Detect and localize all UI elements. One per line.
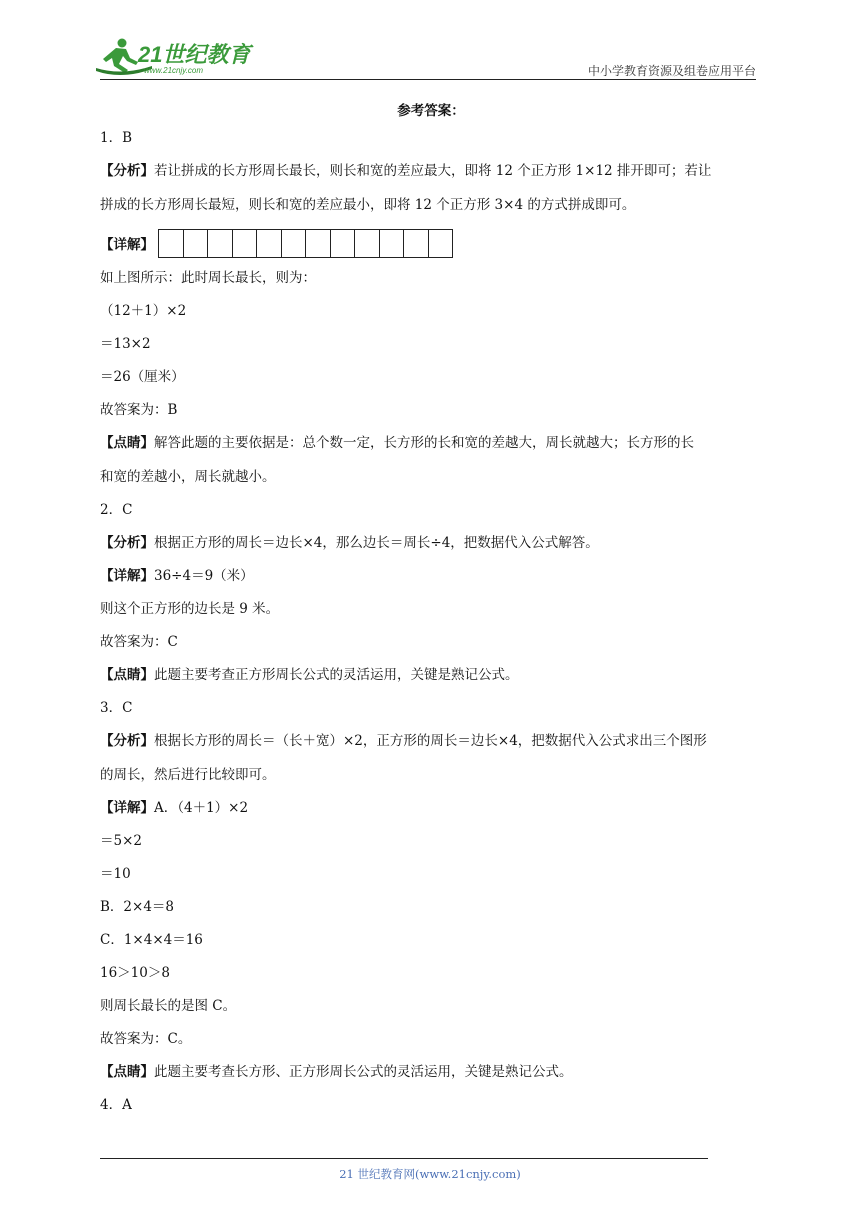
q2-number: 2．C — [100, 502, 133, 518]
q3-analysis-label: 【分析】 — [100, 733, 154, 749]
q2-analysis — [100, 533, 762, 553]
q3-line3: B．2×4＝8 — [100, 899, 174, 915]
q3-number: 3．C — [100, 700, 133, 716]
q2-analysis-text: 根据正方形的周长＝边长×4，那么边长＝周长÷4，把数据代入公式解答。 — [154, 535, 599, 551]
logo-text: 21世纪教育 — [138, 42, 251, 67]
answer-content — [100, 100, 762, 1128]
q1-comment — [100, 433, 762, 487]
header-divider — [100, 79, 756, 80]
q3-detail-label: 【详解】 — [100, 800, 154, 816]
q1-answer: 故答案为：B — [100, 402, 178, 418]
q3-line5: 16＞10＞8 — [100, 965, 170, 981]
q1-comment-label: 【点睛】 — [100, 435, 154, 451]
grid-square — [159, 230, 184, 257]
q1-comment-line2: 和宽的差越小，周长就越小。 — [100, 469, 276, 485]
q2-answer: 故答案为：C — [100, 634, 178, 650]
grid-square — [429, 230, 454, 257]
q3-analysis — [100, 731, 762, 785]
q2-comment — [100, 665, 762, 685]
grid-square — [355, 230, 380, 257]
grid-square — [282, 230, 307, 257]
q3-comment — [100, 1062, 762, 1082]
grid-square — [208, 230, 233, 257]
q1-line2: （12＋1）×2 — [100, 303, 187, 319]
q3-line2: ＝10 — [100, 866, 131, 882]
q1-comment-line1: 解答此题的主要依据是：总个数一定，长方形的长和宽的差越大，周长就越大；长方形的长 — [154, 435, 694, 451]
q3-line4: C．1×4×4＝16 — [100, 932, 203, 948]
grid-square — [306, 230, 331, 257]
q2-detail-text: 36÷4＝9（米） — [154, 568, 254, 584]
q1-analysis — [100, 161, 762, 215]
q3-line1: ＝5×2 — [100, 833, 142, 849]
q3-detail-text: A．（4＋1）×2 — [154, 800, 249, 816]
q3-answer: 故答案为：C。 — [100, 1031, 192, 1047]
q1-line4: ＝26（厘米） — [100, 369, 185, 385]
q1-analysis-line2: 拼成的长方形周长最短，则长和宽的差应最小，即将 12 个正方形 3×4 的方式拼成即可。 — [100, 197, 636, 213]
q3-detail — [100, 798, 762, 818]
logo-url-text: www.21cnjy.com — [144, 66, 203, 75]
q1-square-grid — [158, 229, 453, 258]
q2-comment-label: 【点睛】 — [100, 667, 154, 683]
q1-detail — [100, 228, 762, 258]
page-header — [0, 0, 860, 86]
q2-comment-text: 此题主要考查正方形周长公式的灵活运用，关键是熟记公式。 — [154, 667, 519, 683]
q2-detail — [100, 566, 762, 586]
q1-analysis-line1: 若让拼成的长方形周长最长，则长和宽的差应最大，即将 12 个正方形 1×12 排开即可；若让 — [154, 163, 712, 179]
grid-square — [380, 230, 405, 257]
grid-square — [233, 230, 258, 257]
q3-analysis-line1: 根据长方形的周长＝（长＋宽）×2，正方形的周长＝边长×4，把数据代入公式求出三个图形 — [154, 733, 707, 749]
grid-square — [257, 230, 282, 257]
q1-detail-label: 【详解】 — [100, 237, 154, 253]
q1-analysis-label: 【分析】 — [100, 163, 154, 179]
grid-square — [184, 230, 209, 257]
platform-text: 中小学教育资源及组卷应用平台 — [587, 64, 756, 78]
q2-detail-label: 【详解】 — [100, 568, 154, 584]
q4-number: 4．A — [100, 1097, 132, 1113]
q2-line1: 则这个正方形的边长是 9 米。 — [100, 601, 280, 617]
page-title: 参考答案： — [397, 103, 465, 119]
page-footer: 21 世纪教育网(www.21cnjy.com) — [339, 1167, 521, 1181]
q1-number: 1．B — [100, 130, 133, 146]
q1-line1: 如上图所示：此时周长最长，则为： — [100, 270, 316, 286]
grid-square — [404, 230, 429, 257]
q1-line3: ＝13×2 — [100, 336, 151, 352]
grid-square — [331, 230, 356, 257]
footer-divider — [100, 1158, 708, 1159]
q3-comment-text: 此题主要考查长方形、正方形周长公式的灵活运用，关键是熟记公式。 — [154, 1064, 573, 1080]
q2-analysis-label: 【分析】 — [100, 535, 154, 551]
q3-line6: 则周长最长的是图 C。 — [100, 998, 237, 1014]
logo-21cnjy — [92, 36, 262, 80]
q3-comment-label: 【点睛】 — [100, 1064, 154, 1080]
q3-analysis-line2: 的周长，然后进行比较即可。 — [100, 767, 276, 783]
